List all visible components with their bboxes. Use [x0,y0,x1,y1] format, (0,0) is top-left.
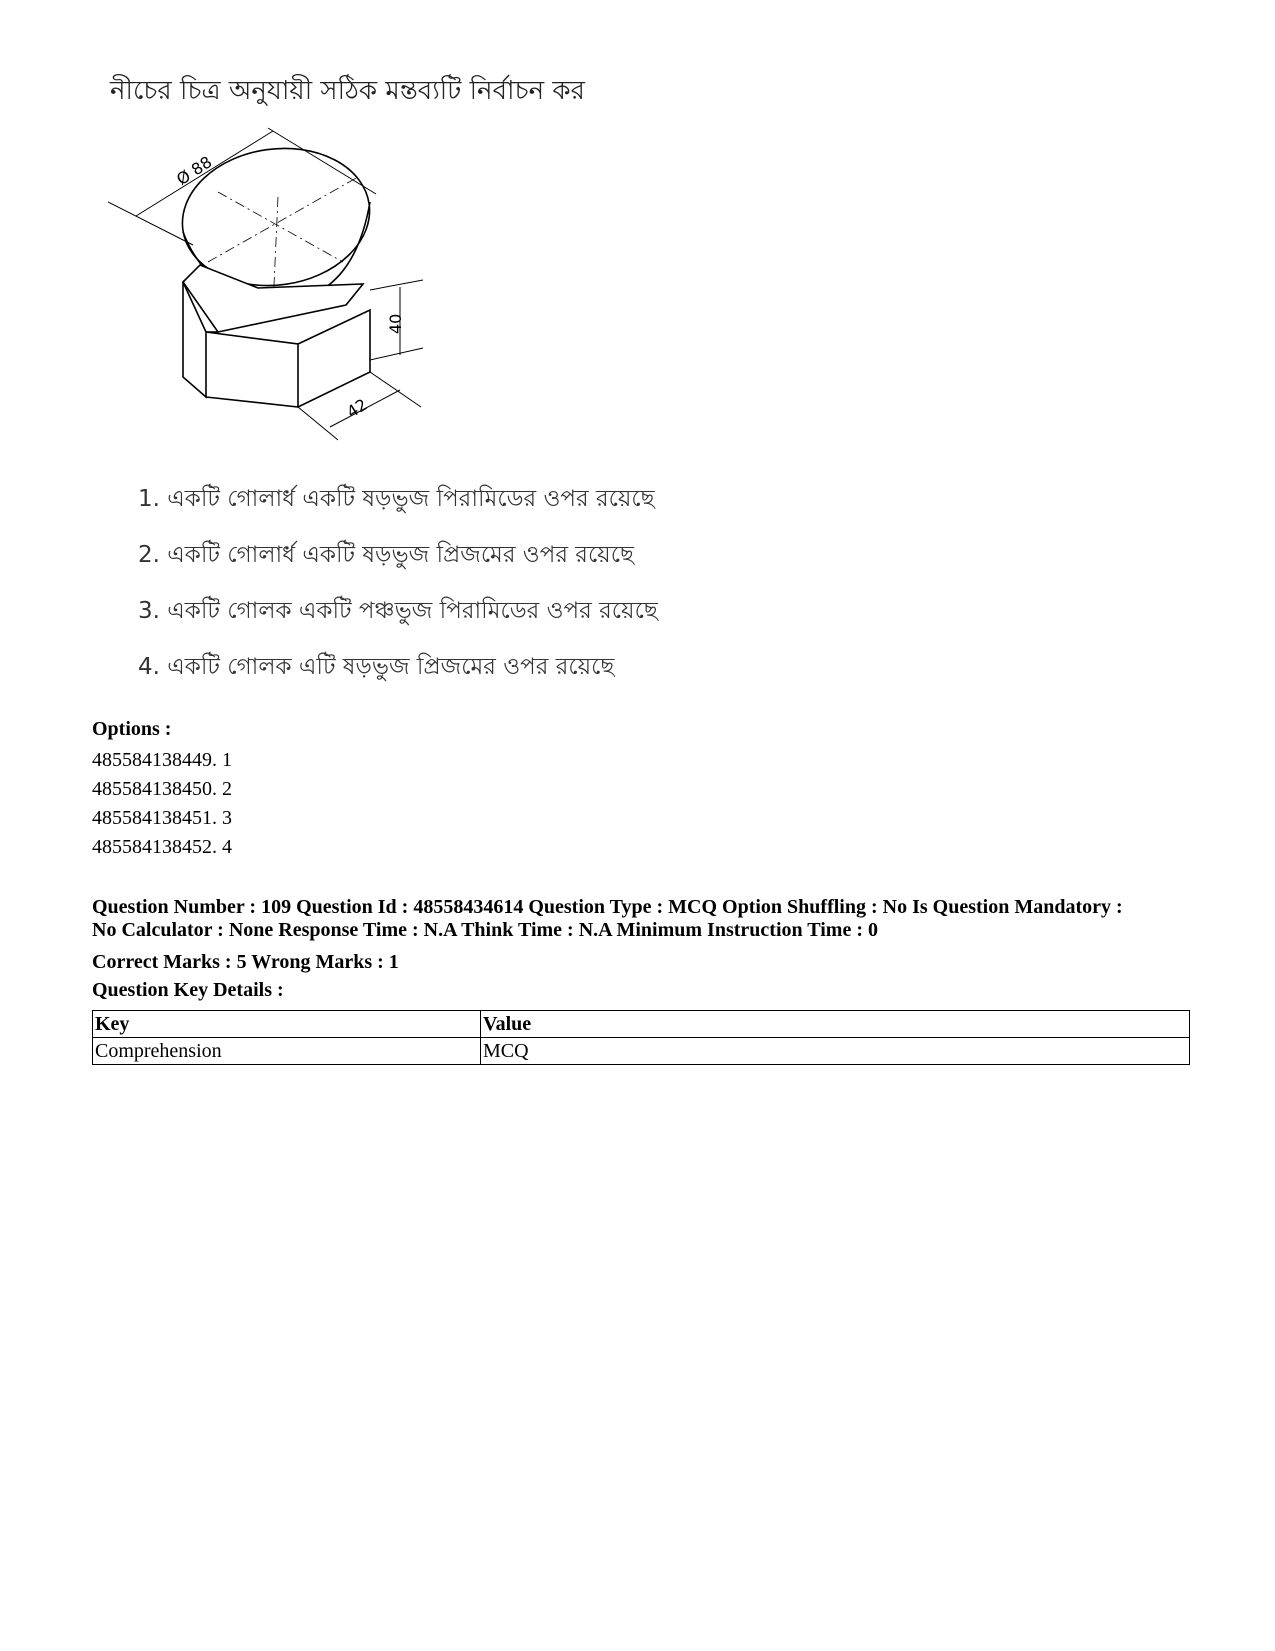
diameter-extension-left [108,202,193,245]
question-info-line-2: No Calculator : None Response Time : N.A Think Time : N.A Minimum Instruction Time : 0 [92,919,878,941]
choice-1: 1. একটি গোলার্ধ একটি ষড়ভুজ পিরামিডের ওপর রয়েছে [138,486,655,512]
option-id-3: 485584138451. 3 [92,807,232,829]
options-heading: Options : [92,718,172,740]
height-extension-top [370,280,423,290]
bengali-choice-list [138,480,838,704]
center-line-b [208,177,358,262]
question-info-line-1: Question Number : 109 Question Id : 48558434614 Question Type : MCQ Option Shuffling : No Is Question Mandatory : [92,896,1123,918]
key-details-table [92,1010,1190,1065]
height-label: 40 [386,313,405,334]
header-key: Key [93,1011,481,1038]
hex-front-right [298,310,370,407]
question-prompt: নীচের চিত্র অনুযায়ী সঠিক মন্তব্যটি নির্বাচন কর [110,76,585,106]
hex-top-face [183,265,363,332]
side-extension-left [298,407,338,440]
hex-front-mid [206,332,298,407]
question-info [92,896,1182,942]
diameter-label: Ø 88 [173,152,216,189]
diameter-extension-right [268,128,376,194]
choice-2: 2. একটি গোলার্ধ একটি ষড়ভুজ প্রিজমের ওপর রয়েছে [138,542,634,568]
header-value: Value [481,1011,1190,1038]
option-id-4: 485584138452. 4 [92,836,232,858]
center-line-a [218,192,343,262]
question-block [110,70,810,114]
key-details-heading: Question Key Details : [92,979,284,1001]
choice-3: 3. একটি গোলক একটি পঞ্চভুজ পিরামিডের ওপর রয়েছে [138,598,658,624]
option-id-2: 485584138450. 2 [92,778,232,800]
table-header-row [93,1011,1190,1038]
cell-value: MCQ [481,1038,1190,1065]
cell-key: Comprehension [93,1038,481,1065]
option-id-1: 485584138449. 1 [92,749,232,771]
side-label: 42 [343,394,371,422]
height-extension-bottom [370,348,423,360]
marks-line: Correct Marks : 5 Wrong Marks : 1 [92,951,399,973]
choice-4: 4. একটি গোলক এটি ষড়ভুজ প্রিজমের ওপর রয়েছে [138,654,615,680]
table-row [93,1038,1190,1065]
hemisphere-on-hex-prism-figure [108,122,438,452]
question-meta [92,716,1182,1065]
